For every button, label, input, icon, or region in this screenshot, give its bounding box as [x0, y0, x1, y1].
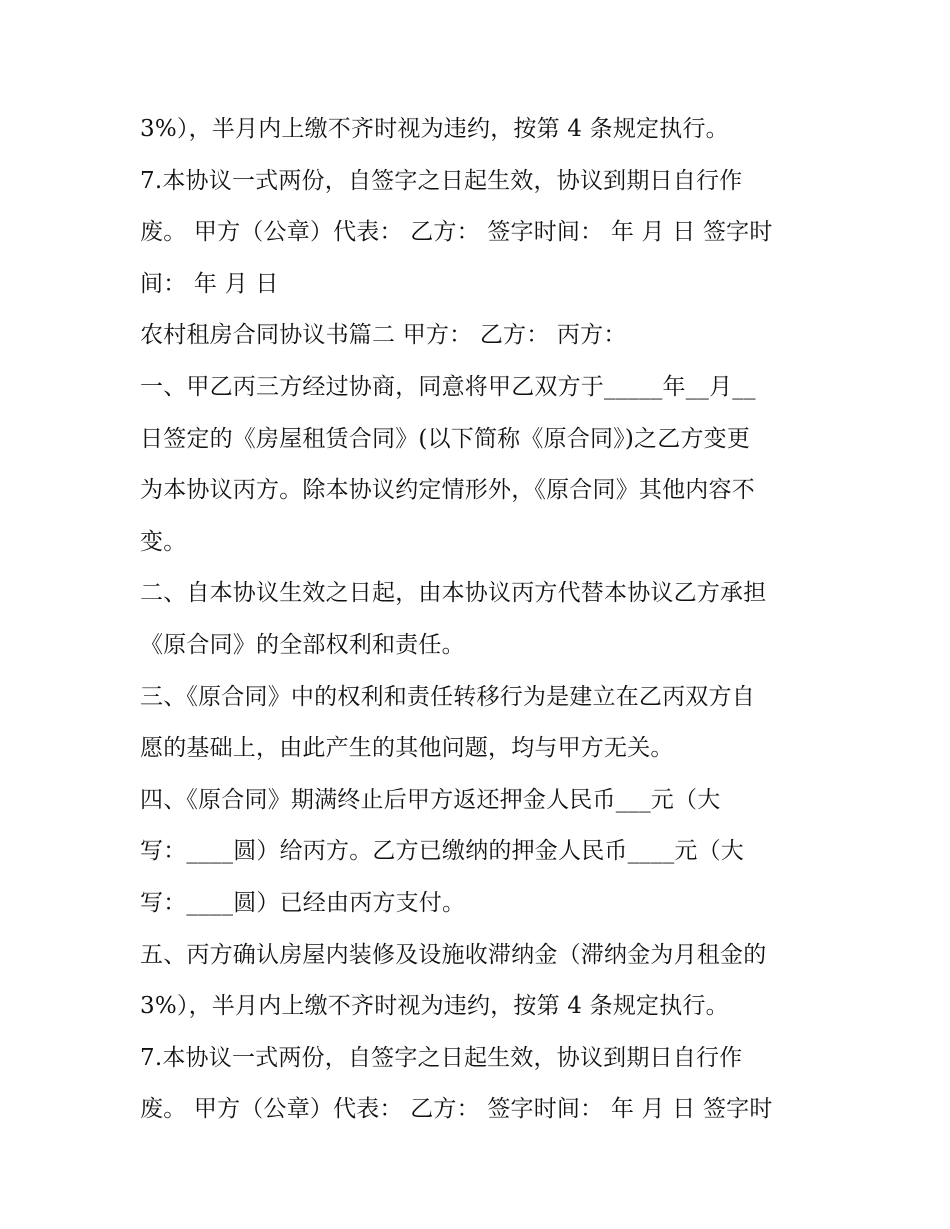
text-line: 二、自本协议生效之日起，由本协议丙方代替本协议乙方承担 — [140, 580, 767, 607]
text-line: 7.本协议一式两份，自签字之日起生效，协议到期日自行作 — [140, 167, 743, 194]
text-line: 愿的基础上，由此产生的其他问题，均与甲方无关。 — [140, 735, 674, 762]
text-line: 3%），半月内上缴不齐时视为违约，按第 4 条规定执行。 — [140, 993, 729, 1020]
text-line: 一、甲乙丙三方经过协商，同意将甲乙双方于_____年__月__ — [140, 373, 756, 400]
text-line: 废。 甲方（公章）代表： 乙方： 签字时间： 年 月 日 签字时 — [140, 1096, 773, 1123]
text-line: 四、《原合同》期满终止后甲方返还押金人民币___元（大 — [140, 786, 721, 813]
text-line: 日签定的《房屋租赁合同》(以下简称《原合同》)之乙方变更 — [140, 425, 751, 452]
text-line: 五、丙方确认房屋内装修及设施收滞纳金（滞纳金为月租金的 — [140, 941, 767, 968]
text-line: 废。 甲方（公章）代表： 乙方： 签字时间： 年 月 日 签字时 — [140, 219, 773, 246]
text-line: 《原合同》的全部权利和责任。 — [140, 631, 465, 658]
text-line: 间： 年 月 日 — [140, 270, 279, 297]
text-line: 3%），半月内上缴不齐时视为违约，按第 4 条规定执行。 — [140, 116, 729, 142]
text-line: 三、《原合同》中的权利和责任转移行为是建立在乙丙双方自 — [140, 683, 755, 710]
text-line: 变。 — [140, 528, 187, 555]
section-heading-line: 农村租房合同协议书篇二 甲方： 乙方： 丙方： — [140, 322, 627, 349]
text-line: 写：____圆）给丙方。乙方已缴纳的押金人民币____元（大 — [140, 838, 744, 865]
text-line: 为本协议丙方。除本协议约定情形外，《原合同》其他内容不 — [140, 477, 755, 504]
text-line: 写：____圆）已经由丙方支付。 — [140, 889, 466, 916]
document-body — [140, 104, 830, 1136]
text-line: 7.本协议一式两份，自签字之日起生效，协议到期日自行作 — [140, 1044, 743, 1071]
